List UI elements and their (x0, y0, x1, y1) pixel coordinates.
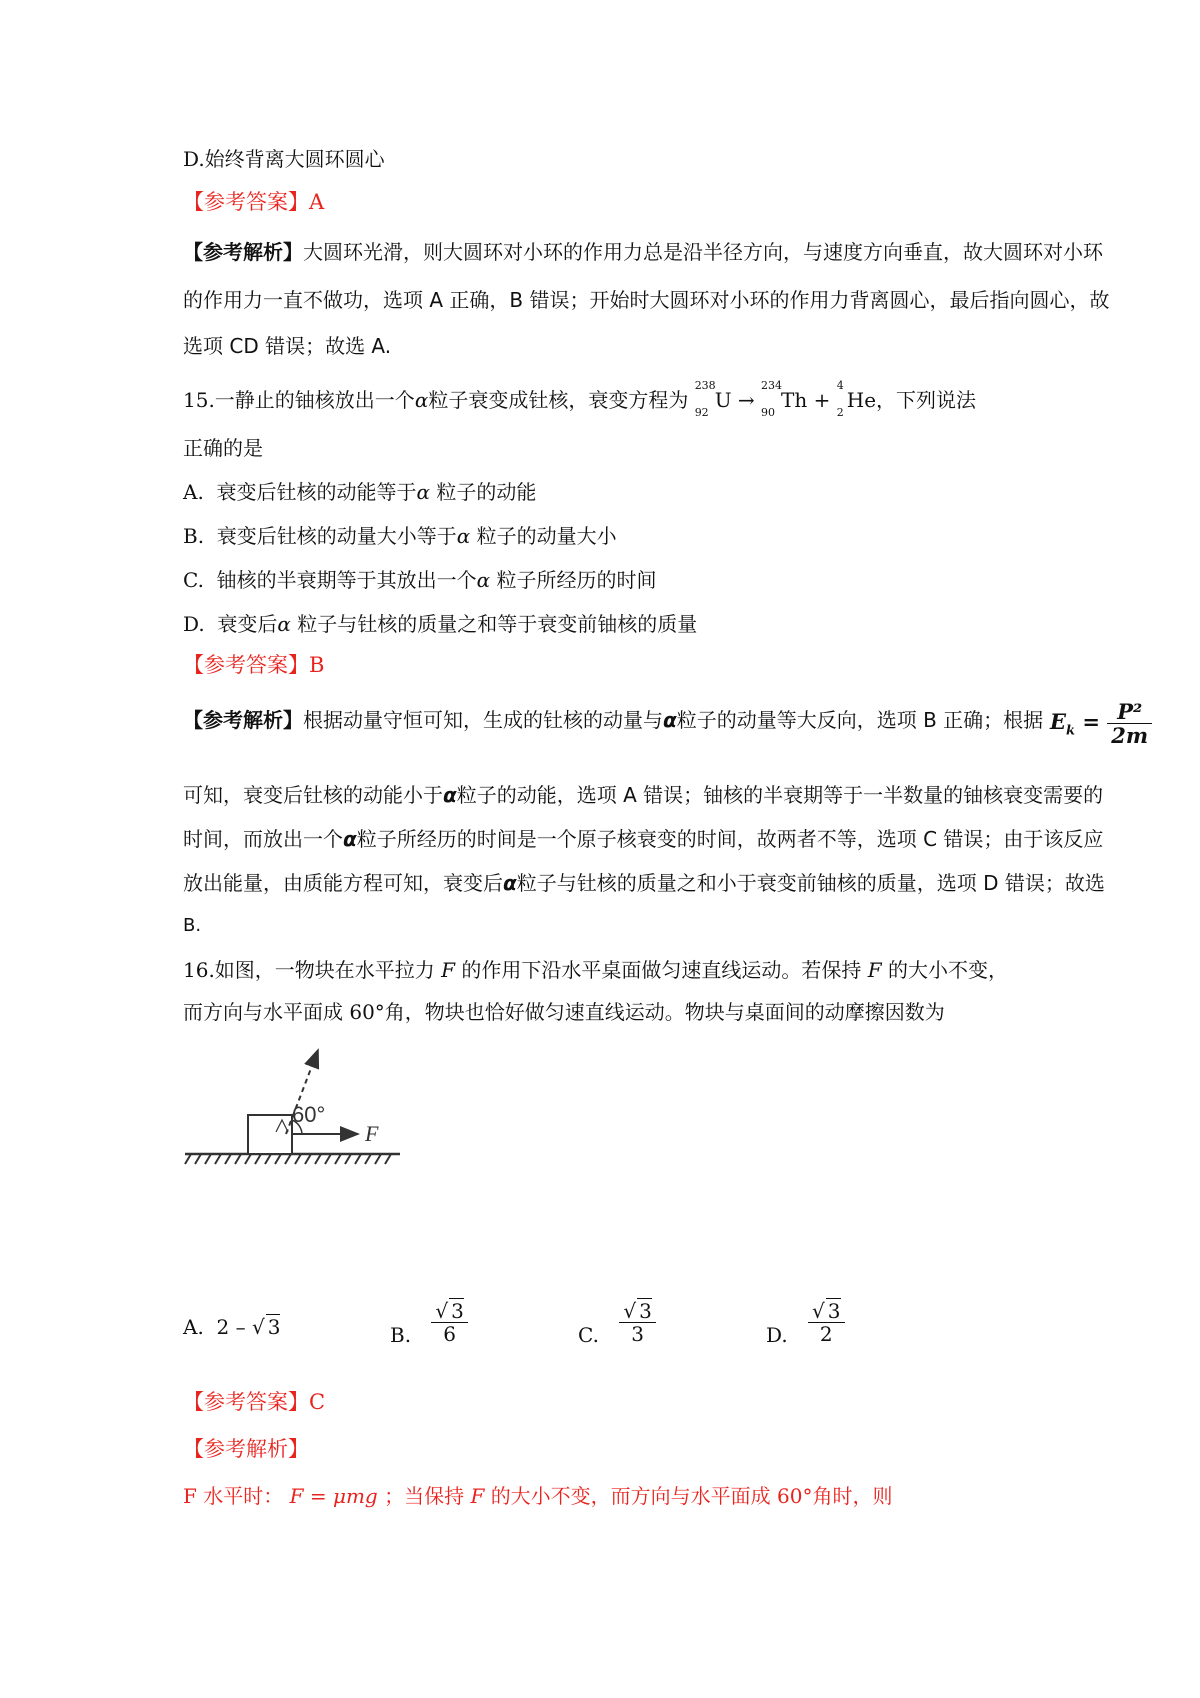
kinetic-energy-formula: $E_k$ = $\frac{\text{P²}}{2m}$ (1050, 700, 1152, 747)
q15-answer: 【参考答案】B (183, 653, 325, 677)
q16-option-a: A. 2 – √ 3 (183, 1315, 281, 1339)
q15-analysis-l1: 【参考解析】根据动量守恒可知，生成的钍核的动量与α粒子的动量等大反向，选项 B 正确；根据 (183, 708, 1044, 732)
q16-analysis-label: 【参考解析】 (183, 1437, 309, 1461)
q16-option-b: B. $\frac{√ 3}{6}$ (390, 1300, 468, 1345)
nuclide-uranium: 238 92 U (694, 379, 732, 419)
q15-stem-a: 15.一静止的铀核放出一个 (183, 388, 415, 412)
q16-analysis-l1: F 水平时： F = μmg ；当保持 F 的大小不变，而方向与水平面成 60°角时，则 (183, 1484, 893, 1508)
block (248, 1115, 292, 1154)
q14-analysis-l3: 选项 CD 错误；故选 A. (183, 334, 392, 358)
q16-option-d: D. $\frac{√ 3}{2}$ (766, 1300, 845, 1345)
q14-option-d: D.始终背离大圆环圆心 (183, 147, 385, 171)
q16-answer: 【参考答案】C (183, 1390, 326, 1414)
q16-stem-line2: 而方向与水平面成 60°角，物块也恰好做匀速直线运动。物块与桌面间的动摩擦因数为 (183, 1000, 945, 1024)
analysis-text: 大圆环光滑，则大圆环对小环的作用力总是沿半径方向，与速度方向垂直，故大圆环对小环 (303, 240, 1103, 264)
answer-value: A (309, 190, 325, 214)
table-surface (185, 1154, 400, 1164)
q15-option-c: C. 铀核的半衰期等于其放出一个α 粒子所经历的时间 (183, 568, 657, 592)
alpha-symbol: α (414, 388, 429, 412)
q15-stem-line1 (183, 379, 977, 419)
q14-answer (183, 190, 324, 215)
q14-analysis-l2: 的作用力一直不做功，选项 A 正确，B 错误；开始时大圆环对小环的作用力背离圆心，最后指向圆心，故 (183, 288, 1110, 312)
analysis-label: 【参考解析】 (183, 240, 303, 264)
q15-option-a: A. 衰变后钍核的动能等于α 粒子的动能 (183, 480, 537, 504)
q15-stem-b: 粒子衰变成钍核，衰变方程为 (428, 388, 689, 412)
q15-option-d: D. 衰变后α 粒子与钍核的质量之和等于衰变前铀核的质量 (183, 612, 698, 636)
nuclide-helium: 4 2 He (836, 379, 877, 419)
force-diagram (180, 1040, 420, 1180)
q15-analysis-l5: B. (183, 915, 202, 936)
q15-stem-c: ，下列说法 (876, 388, 977, 412)
reaction-arrow: → (737, 388, 755, 412)
q15-option-b: B. 衰变后钍核的动量大小等于α 粒子的动量大小 (183, 524, 617, 548)
q15-analysis-l4: 放出能量，由质能方程可知，衰变后α粒子与钍核的质量之和小于衰变前铀核的质量，选项 D 错误；故选 (183, 871, 1105, 895)
q15-stem-line2: 正确的是 (183, 436, 263, 460)
plus-sign: + (813, 388, 831, 412)
q14-analysis-l1 (183, 240, 1103, 264)
nuclide-thorium: 234 90 Th (761, 379, 808, 419)
angle-label: 60° (292, 1102, 326, 1127)
force-label: F (365, 1121, 379, 1146)
q16-option-c: C. $\frac{√ 3}{3}$ (578, 1300, 656, 1345)
answer-label: 【参考答案】 (183, 190, 309, 214)
q15-analysis-l2: 可知，衰变后钍核的动能小于α粒子的动能，选项 A 错误；铀核的半衰期等于一半数量的铀核衰变需要的 (183, 783, 1104, 807)
q16-stem-line1: 16.如图，一物块在水平拉力 F 的作用下沿水平桌面做匀速直线运动。若保持 F 的大小不变， (183, 958, 1009, 982)
q15-analysis-l3: 时间，而放出一个α粒子所经历的时间是一个原子核衰变的时间，故两者不等，选项 C 错误；由于该反应 (183, 827, 1104, 851)
